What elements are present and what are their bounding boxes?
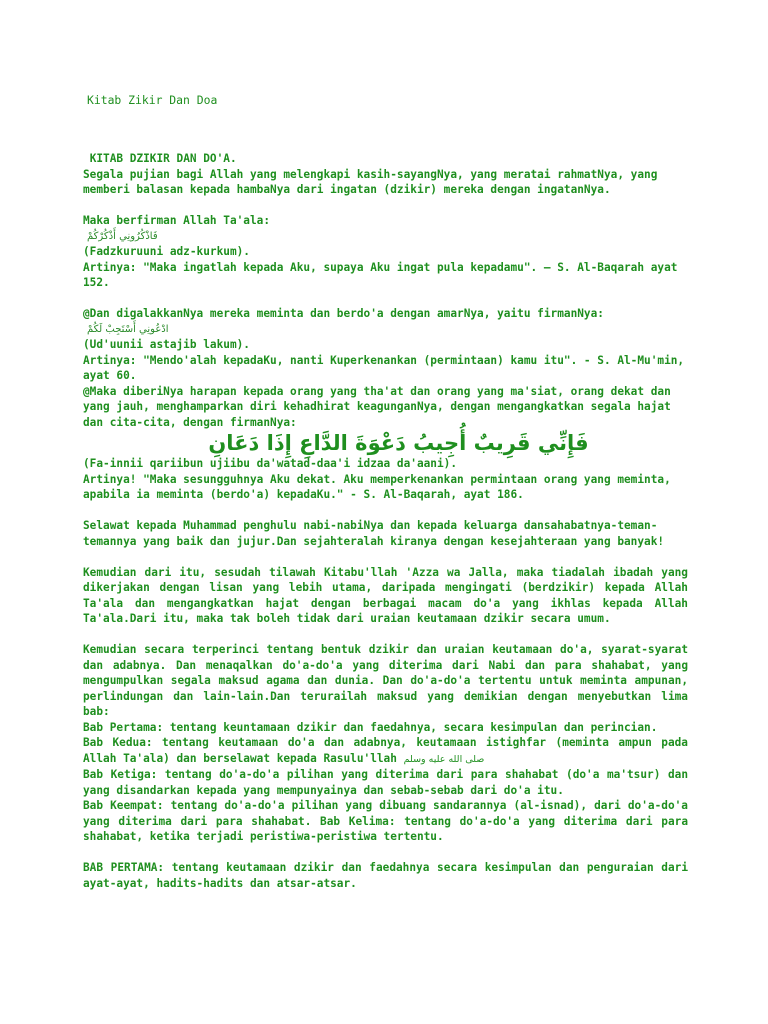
bab-keempat-summary: Bab Keempat: tentang do'a-do'a pilihan yang dibuang sandarannya (al-isnad), dari do'a-do'a yang diterima dari para shahabat. Bab Kelima: tentang do'a-do'a yang diterima dari para shahabat, ketika terjadi peristiwa-peristiwa tertentu. (83, 799, 688, 843)
verse1-transliteration: (Fadzkuruuni adz-kurkum). (83, 245, 250, 258)
verse2-meaning: Artinya: "Mendo'alah kepadaKu, nanti Kuperkenankan (permintaan) kamu itu". - S. Al-Mu'min, ayat 60. (83, 353, 685, 382)
document-body (83, 151, 688, 891)
verse3-lead: @Maka diberiNya harapan kepada orang yang tha'at dan orang yang ma'siat, orang dekat dan yang jauh, menghamparkan diri kehadhirat keagunganNya, dengan mengangkatkan segala hajat dan cita-cita, dengan firmanNya: (83, 384, 671, 429)
kemudian-paragraph-1: Kemudian dari itu, sesudah tilawah Kitabu'llah 'Azza wa Jalla, maka tiadalah ibadah yang dikerjakan dengan lisan yang lebih utama, daripada mengingati (berdzikir) kepada Allah Ta'ala dan mengangkatkan hajat dengan berbagai macam do'a yang ikhlas kepada Allah Ta'ala.Dari itu, maka tak boleh tidak dari uraian keutamaan dzikir secara umum. (83, 565, 688, 625)
document-heading: KITAB DZIKIR DAN DO'A. (89, 152, 237, 165)
verse3-arabic: فَإِنِّي قَرِيبٌ أُجِيبُ دَعْوَةَ الدَّاعِ إِذَا دَعَانِ (208, 431, 589, 455)
verse1-meaning: Artinya: "Maka ingatlah kepada Aku, supaya Aku ingat pula kepadamu". — S. Al-Baqarah ayat 152. (83, 260, 678, 289)
verse3-transliteration: (Fa-innii qariibun ujiibu da'watad-daa'i idzaa da'aani). (83, 457, 458, 470)
intro-paragraph: Segala pujian bagi Allah yang melengkapi kasih-sayangNya, yang meratai rahmatNya, yang memberi balasan kepada hambaNya dari ingatan (dzikir) mereka dengan ingatanNya. (83, 167, 658, 196)
verse2-transliteration: (Ud'uunii astajib lakum). (83, 338, 250, 351)
verse2-arabic: ادْعُونِي أَسْتَجِبْ لَكُمْ (87, 323, 169, 335)
verse1-lead: Maka berfirman Allah Ta'ala: (83, 214, 271, 227)
bab-kedua-summary: Bab Kedua: tentang keutamaan do'a dan adabnya, keutamaan istighfar (meminta ampun pada Allah Ta'ala) dan berselawat kepada Rasulu'llah صلى الله عليه وسلم (83, 736, 688, 765)
bab-pertama-summary: Bab Pertama: tentang keuntamaan dzikir dan faedahnya, secara kesimpulan dan perincian. (83, 720, 658, 734)
verse2-lead: @Dan digalakkanNya mereka meminta dan berdo'a dengan amarNya, yaitu firmanNya: (83, 307, 604, 320)
verse1-arabic: فَاذْكُرُونِي أَذْكُرْكُمْ (87, 230, 158, 242)
verse3-meaning: Artinya! "Maka sesungguhnya Aku dekat. Aku memperkenankan permintaan orang yang meminta, apabila ia meminta (berdo'a) kepadaKu." - S. Al-Baqarah, ayat 186. (83, 472, 671, 501)
salawat-arabic: صلى الله عليه وسلم (403, 753, 485, 765)
kemudian-paragraph-2: Kemudian secara terperinci tentang bentuk dzikir dan uraian keutamaan do'a, syarat-syarat dan adabnya. Dan menaqalkan do'a-do'a yang diterima dari Nabi dan para shahabat, yang mengumpulkan segala maksud agama dan dunia. Dan do'a-do'a tertentu untuk meminta ampunan, perlindungan dan lain-lain.Dan terurailah maksud yang demikian dengan menyebutkan lima bab: (83, 643, 688, 718)
selawat-paragraph: Selawat kepada Muhammad penghulu nabi-nabiNya dan kepada keluarga dansahabatnya-teman-temannya yang baik dan jujur.Dan sejahteralah kiranya dengan kesejahteraan yang banyak! (83, 519, 665, 548)
bab-ketiga-summary: Bab Ketiga: tentang do'a-do'a pilihan yang diterima dari para shahabat (do'a ma'tsur) dan yang disandarkan kepada yang mempunyainya dan sebab-sebab dari do'a itu. (83, 768, 688, 797)
bab-pertama-heading-paragraph: BAB PERTAMA: tentang keutamaan dzikir dan faedahnya secara kesimpulan dan penguraian dari ayat-ayat, hadits-hadits dan atsar-atsar. (83, 861, 688, 890)
document-title: Kitab Zikir Dan Doa (87, 93, 218, 107)
